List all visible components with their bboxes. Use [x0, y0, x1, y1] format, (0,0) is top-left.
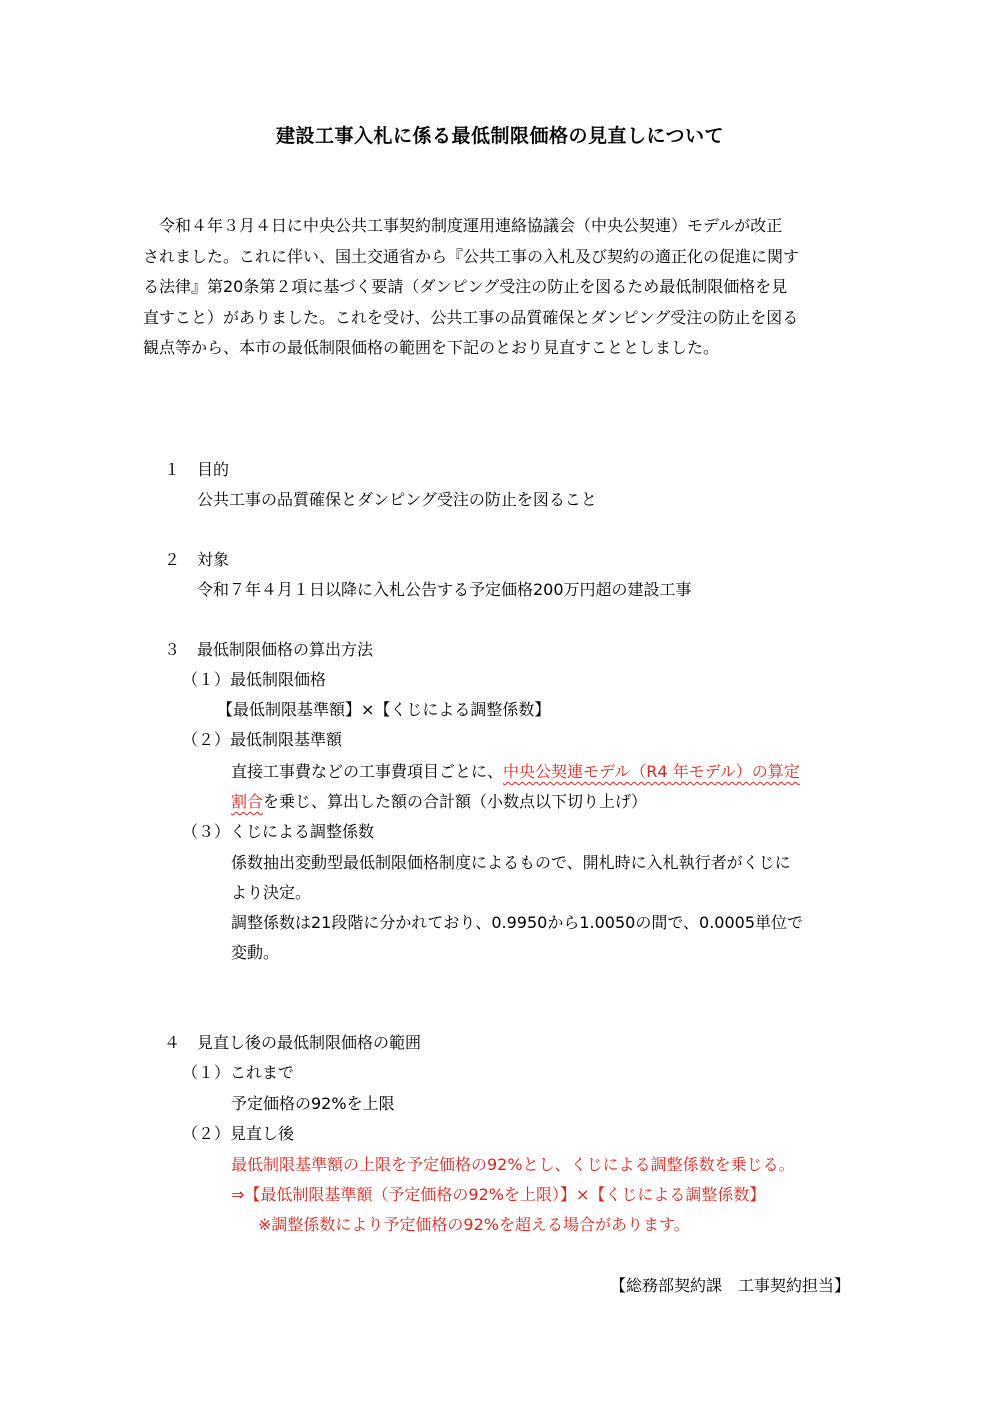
section-3-sub3-line4: 変動。	[231, 943, 280, 962]
intro-line: 令和４年３月４日に中央公共工事契約制度運用連絡協議会（中央公契連）モデルが改正	[159, 216, 783, 235]
intro-line: されました。これに伴い、国土交通省から『公共工事の入札及び契約の適正化の促進に関す	[143, 246, 800, 266]
intro-line: 直すこと）がありました。これを受け、公共工事の品質確保とダンピング受注の防止を図る	[143, 307, 799, 327]
section-3-number: ３	[164, 640, 181, 659]
section-4-sub2-line1: 最低制限基準額の上限を予定価格の92%とし、くじによる調整係数を乗じる。	[231, 1155, 795, 1174]
sub2-line1-prefix: 直接工事費などの工事費項目ごとに、	[231, 762, 504, 781]
section-4-sub2-note: ※調整係数により予定価格の92%を超える場合があります。	[258, 1215, 690, 1234]
section-2-text: 令和７年４月１日以降に入札公告する予定価格200万円超の建設工事	[197, 580, 692, 599]
section-4-number: ４	[164, 1033, 181, 1052]
section-4-sub2-label: （２）見直し後	[182, 1124, 295, 1143]
section-1-text: 公共工事の品質確保とダンピング受注の防止を図ること	[197, 490, 597, 509]
section-1-heading: 目的	[197, 460, 230, 479]
section-4-sub1-text: 予定価格の92%を上限	[231, 1094, 395, 1113]
sub2-line2-suffix: を乗じ、算出した額の合計額（小数点以下切り上げ）	[263, 792, 648, 811]
intro-paragraph	[143, 211, 863, 364]
section-3-sub1-label: （１）最低制限価格	[182, 670, 327, 689]
section-2-number: ２	[164, 550, 181, 569]
section-2-heading: 対象	[197, 550, 230, 569]
section-4-sub2-formula: ⇒【最低制限基準額（予定価格の92%を上限）】×【くじによる調整係数】	[231, 1185, 766, 1204]
section-3-sub3-line2: より決定。	[231, 883, 312, 902]
section-3-sub2-line1	[231, 759, 800, 782]
section-3-formula: 【最低制限基準額】×【くじによる調整係数】	[217, 700, 551, 719]
section-3-sub2-line2	[231, 789, 647, 812]
section-3-heading: 最低制限価格の算出方法	[197, 640, 374, 659]
section-3-sub2-label: （２）最低制限基準額	[182, 730, 343, 749]
section-4-sub1-label: （１）これまで	[182, 1063, 295, 1082]
section-4-heading: 見直し後の最低制限価格の範囲	[197, 1033, 422, 1052]
section-3-sub3-line3: 調整係数は21段階に分かれており、0.9950から1.0050の間で、0.0005単位で	[231, 913, 803, 932]
department-signature: 【総務部契約課 工事契約担当】	[609, 1276, 850, 1295]
document-title: 建設工事入札に係る最低制限価格の見直しについて	[275, 125, 725, 147]
section-1-number: １	[164, 460, 181, 479]
section-3-sub3-label: （３）くじによる調整係数	[182, 822, 375, 841]
section-3-sub3-line1: 係数抽出変動型最低制限価格制度によるもので、開札時に入札執行者がくじに	[231, 853, 791, 872]
sub2-line1-highlight: 中央公契連モデル（R4 年モデル）の算定	[503, 762, 800, 781]
intro-line: 観点等から、本市の最低制限価格の範囲を下記のとおり見直すこととしました。	[143, 338, 720, 357]
intro-line: る法律』第20条第２項に基づく要請（ダンピング受注の防止を図るため最低制限価格を見	[143, 277, 788, 296]
sub2-line2-highlight: 割合	[231, 792, 264, 811]
